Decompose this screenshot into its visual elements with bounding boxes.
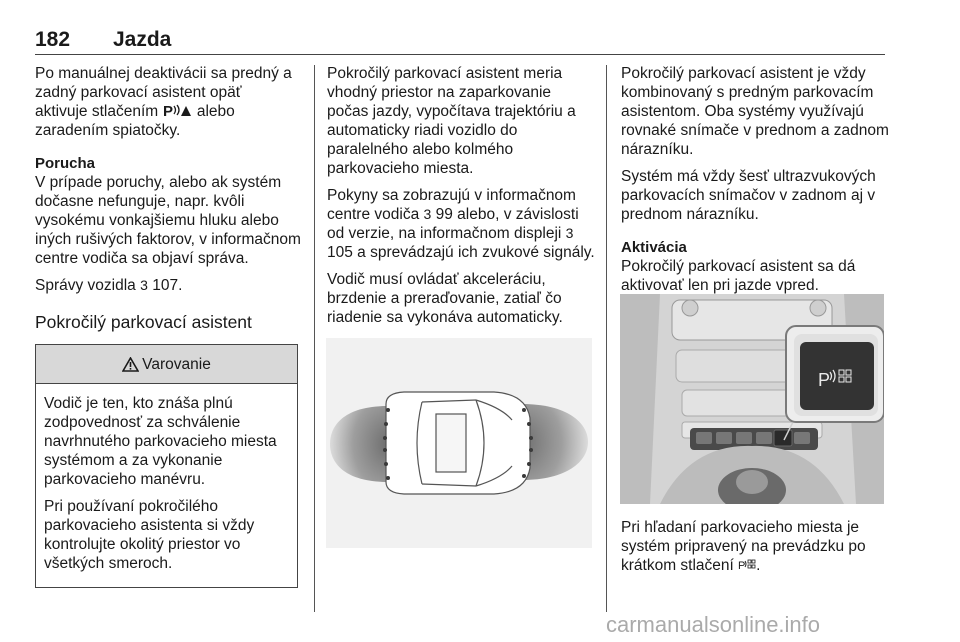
console-button-photo	[620, 294, 884, 504]
car-body	[386, 392, 530, 494]
page-header	[35, 28, 885, 54]
page-reference-icon: 3	[565, 225, 574, 241]
paragraph-manual-reactivation: Po manuálnej deaktivácii sa predný a zadný parkovací asistent opäť aktivuje stlačením P alebo zaradením spiatočky.	[35, 65, 292, 139]
warning-title: Varovanie	[142, 355, 211, 373]
activation-heading: Aktivácia	[621, 239, 687, 256]
sensors-paragraph: Systém má vždy šesť ultrazvukových parkovacích snímačov v zadnom aj v prednom nárazníku.	[621, 168, 876, 223]
page-reference-icon: 3	[423, 206, 432, 222]
front-sensor-zone	[522, 404, 588, 480]
park-assist-button-icon	[163, 103, 193, 118]
column-divider-2	[606, 65, 607, 612]
fault-heading: Porucha	[35, 155, 96, 172]
header-rule	[35, 54, 885, 55]
warning-triangle-icon	[122, 357, 139, 372]
park-assist-button-zoomed	[800, 342, 874, 410]
column-1	[35, 64, 303, 588]
page-number: 182	[35, 28, 71, 51]
watermark[interactable]: carmanualsonline.info	[606, 612, 821, 637]
svg-text:P: P	[162, 103, 173, 118]
column-3-bottom	[621, 518, 891, 583]
column-3	[621, 64, 891, 303]
combination-paragraph: Pokročilý parkovací asistent je vždy kombinovaný s predným parkovacím asistentom. Oba systémy využívajú rovnaké snímače v prednom a zadnom nárazníku.	[621, 65, 889, 158]
warning-body	[36, 384, 297, 587]
section-heading: Pokročilý parkovací asistent	[35, 312, 252, 332]
rear-sensor-zone	[330, 406, 388, 482]
svg-text:P: P	[738, 560, 746, 571]
warning-paragraph-1: Vodič je ten, kto znáša plnú zodpovednosť za schválenie navrhnutého parkovacieho miesta systémom a za vykonanie parkovacieho manévru.	[44, 395, 277, 488]
park-assist-small-icon	[738, 558, 756, 571]
vehicle-messages-reference: Správy vozidla 3 107.	[35, 277, 183, 294]
warning-paragraph-2: Pri používaní pokročilého parkovacieho asistenta si vždy kontrolujte okolitý priestor vo všetkých smeroch.	[44, 498, 255, 572]
intro-paragraph: Pokročilý parkovací asistent meria vhodný priestor na zaparkovanie počas jazdy, vypočítava trajektóriu a automaticky riadi vozidlo do paralelného alebo kolmého parkovacieho miesta.	[327, 65, 576, 177]
column-2	[327, 64, 595, 335]
search-paragraph: Pri hľadaní parkovacieho miesta je systém pripravený na prevádzku po krátkom stlačení P .	[621, 519, 866, 574]
column-divider-1	[314, 65, 315, 612]
car-sensor-illustration	[326, 338, 592, 548]
activation-paragraph: Pokročilý parkovací asistent sa dá aktivovať len pri jazde vpred.	[621, 258, 856, 294]
warning-box	[35, 344, 298, 588]
warning-header	[36, 345, 297, 384]
car-top-view-diagram	[326, 338, 592, 548]
fault-paragraph: V prípade poruchy, alebo ak systém dočasne nefunguje, napr. kvôli vysokému vonkajšiemu hluku alebo iných rušivých faktorov, v informačnom centre vodiča sa objaví správa.	[35, 174, 301, 267]
svg-text:P: P	[818, 370, 831, 390]
center-console-illustration	[620, 294, 884, 504]
page-reference-icon: 3	[140, 277, 148, 293]
driver-control-paragraph: Vodič musí ovládať akceleráciu, brzdenie a preraďovanie, zatiaľ čo riadenie sa vykonáva automaticky.	[327, 271, 563, 326]
instructions-paragraph: Pokyny sa zobrazujú v informačnom centre vodiča 3 99 alebo, v závislosti od verzie, na informačnom displeji 3 105 a sprevádzajú ich zvukové signály.	[327, 187, 595, 261]
chapter-title: Jazda	[113, 28, 172, 51]
